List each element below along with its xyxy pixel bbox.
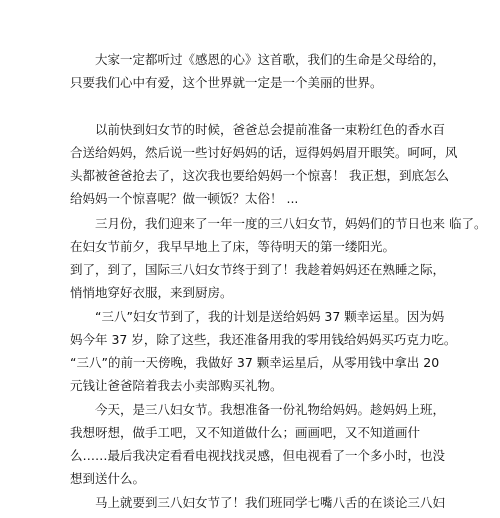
text-line: 悄悄地穿好衣服，来到厨房。 [70, 285, 233, 300]
text-line: 到了，到了，国际三八妇女节终于到了！我趁着妈妈还在熟睡之际， [70, 262, 446, 277]
text-line: 么……最后我决定看看电视找找灵感，但电视看了一个多小时，也没 [70, 448, 446, 463]
text-line: 马上就要到三八妇女节了！我们班同学七嘴八舌的在谈论三八妇 [95, 495, 446, 510]
text-line: 以前快到妇女节的时候，爸爸总会提前准备一束粉红色的香水百 [95, 122, 446, 137]
text-line: 只要我们心中有爱，这个世界就一定是一个美丽的世界。 [70, 75, 383, 90]
text-line: 合送给妈妈，然后说一些讨好妈妈的话，逗得妈妈眉开眼笑。呵呵，风 [70, 145, 458, 160]
text-line: 头都被爸爸抢去了，这次我也要给妈妈一个惊喜！ 我正想，到底怎么 [70, 168, 449, 183]
text-line: 大家一定都听过《感恩的心》这首歌，我们的生命是父母给的， [95, 52, 446, 67]
text-line: 想到送什么。 [70, 471, 146, 486]
text-line: 在妇女节前夕，我早早地上了床，等待明天的第一缕阳光。 [70, 239, 396, 254]
text-line: “三八”的前一天傍晚，我做好 37 颗幸运星后，从零用钱中拿出 20 [70, 355, 440, 370]
text-line: 我想呀想，做手工吧，又不知道做什么；画画吧，又不知道画什 [70, 425, 421, 440]
text-line: 今天，是三八妇女节。我想准备一份礼物给妈妈。趁妈妈上班， [95, 402, 446, 417]
text-line: 给妈妈一个惊喜呢？做一顿饭？太俗！ ... [70, 191, 299, 206]
text-line: 三月份，我们迎来了一年一度的三八妇女节，妈妈们的节日也来 临了。 [95, 216, 487, 231]
text-line: 妈今年 37 岁，除了这些，我还准备用我的零用钱给妈妈买巧克力吃。 [70, 332, 457, 347]
text-line: “三八”妇女节到了，我的计划是送给妈妈 37 颗幸运星。因为妈 [95, 309, 445, 324]
text-line: 元钱让爸爸陪着我去小卖部购买礼物。 [70, 378, 283, 393]
